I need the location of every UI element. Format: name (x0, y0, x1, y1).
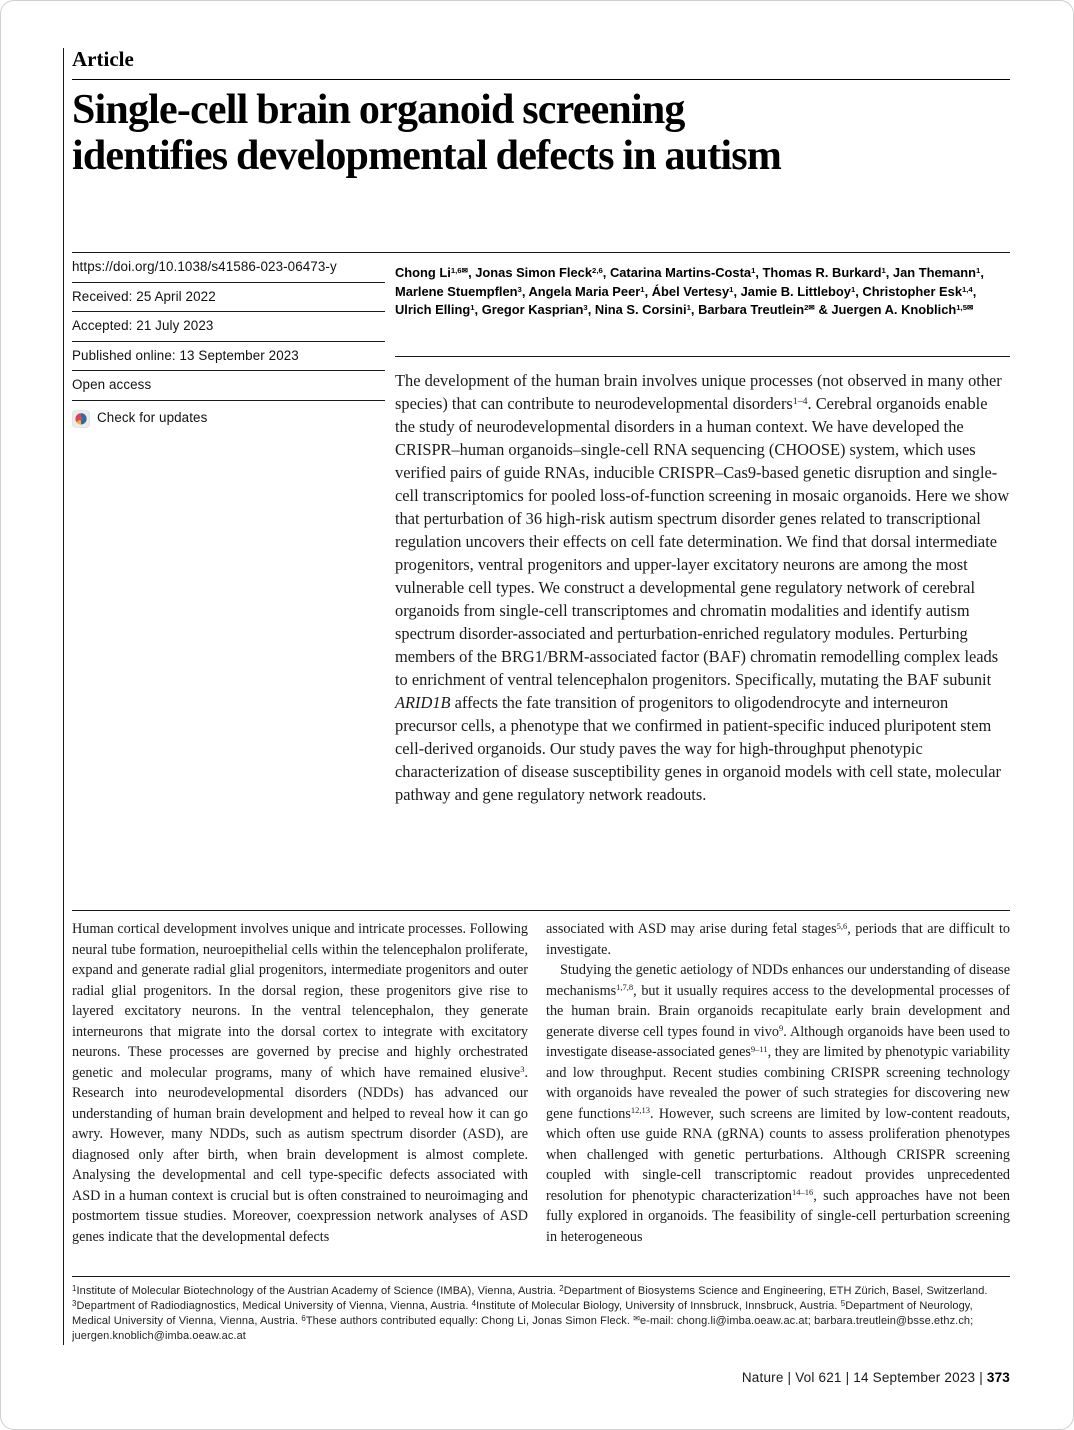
metadata-column (72, 253, 385, 913)
check-for-updates-button[interactable] (72, 401, 385, 435)
open-access-label: Open access (72, 371, 385, 401)
check-for-updates-icon (72, 410, 90, 428)
article-meta-section (72, 252, 1010, 913)
article-title-line-1: Single-cell brain organoid screening (72, 87, 685, 133)
affiliations-footnotes: $^1$Institute of Molecular Biotechnology of the Austrian Academy of Science (IMBA), Vienna, Austria. $^2$Department of Biosystems Science and Engineering, ETH Zürich, Basel, Switzerland. $^3$Department of Radiodiagnostics, Medical University of Vienna, Vienna, Austria. $^4$Institute of Molecular Biology, University of Innsbruck, Innsbruck, Austria. $^5$Department of Neurology, Medical University of Vienna, Vienna, Austria. $^6$These authors contributed equally: Chong Li, Jonas Simon Fleck. ✉e-mail: chong.li@imba.oeaw.ac.at; barbara.treutlein@bsse.ethz.ch; juergen.knoblich@imba.oeaw.ac.at (72, 1276, 1010, 1356)
left-margin-rule (63, 48, 64, 1345)
authors-abstract-column (395, 253, 1010, 913)
article-title-line-2: identifies developmental defects in autism (72, 133, 782, 179)
article-kicker: Article (72, 47, 134, 71)
body-paragraph: Studying the genetic aetiology of NDDs enhances our understanding of disease mechanisms$^{1,7,8}$, but it usually requires access to the developmental processes of the human brain. Brain organoids recapitulate early brain development and generate diverse cell types found in vivo$^9$. Although organoids have been used to investigate disease-associated genes$^{9-11}$, they are limited by phenotypic variability and low throughput. Recent studies combining CRISPR screening technology with organoids have revealed the power of such strategies for discovering new gene functions$^{12,13}$. However, such screens are limited by low-content readouts, which often use guide RNA (gRNA) counts to assess proliferation phenotypes when challenged with genetic perturbations. Although CRISPR screening coupled with single-cell transcriptomic readout provides unprecedented resolution for phenotypic characterization$^{14-16}$, such approaches have not been fully explored in organoids. The feasibility of single-cell perturbation screening in heterogeneous (546, 962, 1010, 1245)
article-header (72, 46, 1010, 252)
doi-link[interactable]: https://doi.org/10.1038/s41586-023-06473-y (72, 253, 385, 283)
journal-footer-line: Nature | Vol 621 | 14 September 2023 | 373 (72, 1369, 1010, 1386)
body-paragraph: associated with ASD may arise during fetal stages$^{5,6}$, periods that are difficult to investigate. (546, 920, 1010, 958)
author-list: Chong $Li^{1,6✉}$, Jonas Simon Fleck$^{2,6}$, Catarina Martins-Costa$^1$, Thomas R. Burkard$^1$, Jan Themann$^1$, Marlene Stuempflen$^3$, Angela Maria Peer$^1$, Ábel Vertesy$^1$, Jamie B. Littleboy$^1$, Christopher Esk$^{1,4}$, Ulrich Elling$^1$, Gregor Kasprian$^3$, Nina S. Corsini$^1$, Barbara Treutlein$^{2✉}$ & Juergen A. Knoblich$^{1,5✉}$ (395, 253, 1010, 357)
kicker-divider (72, 79, 1010, 80)
received-date: Received: 25 April 2022 (72, 283, 385, 313)
accepted-date: Accepted: 21 July 2023 (72, 312, 385, 342)
article-body (72, 910, 1010, 1279)
body-column-left (72, 919, 528, 1279)
body-column-right (546, 919, 1010, 1279)
published-date: Published online: 13 September 2023 (72, 342, 385, 372)
body-paragraph: Human cortical development involves unique and intricate processes. Following neural tube formation, neuroepithelial cells within the telencephalon proliferate, expand and generate radial glial progenitors, intermediate progenitors and outer radial glial progenitors. In the dorsal region, these progenitors give rise to layered excitatory neurons. In the ventral telencephalon, they generate interneurons that migrate into the dorsal cortex to integrate with excitatory neurons. These processes are governed by precise and highly orchestrated genetic and molecular programs, many of which have remained elusive$^3$. Research into neurodevelopmental disorders (NDDs) has advanced our understanding of human brain development and helped to reveal how it can go awry. However, many NDDs, such as autism spectrum disorder (ASD), are diagnosed only after birth, when brain development is almost complete. Analysing the developmental and cell type-specific defects associated with ASD in a human context is crucial but is often constrained to neuroimaging and postmortem tissue studies. Moreover, coexpression network analyses of ASD genes indicate that the developmental defects (72, 921, 528, 1245)
check-for-updates-label: Check for updates (97, 410, 208, 426)
article-title (72, 87, 1010, 179)
abstract-text: The development of the human brain involves unique processes (not observed in many other species) that can contribute to neurodevelopmental disorders$^{1-4}$. Cerebral organoids enable the study of neurodevelopmental disorders in a human context. We have developed the CRISPR–human organoids–single-cell RNA sequencing (CHOOSE) system, which uses verified pairs of guide RNAs, inducible CRISPR–Cas9-based genetic disruption and single-cell transcriptomics for pooled loss-of-function screening in mosaic organoids. Here we show that perturbation of 36 high-risk autism spectrum disorder genes related to transcriptional regulation uncovers their effects on cell fate determination. We find that dorsal intermediate progenitors, ventral progenitors and upper-layer excitatory neurons are among the most vulnerable cell types. We construct a developmental gene regulatory network of cerebral organoids from single-cell transcriptomes and chromatin modalities and identify autism spectrum disorder-associated and perturbation-enriched regulatory modules. Perturbing members of the BRG1/BRM-associated factor (BAF) chromatin remodelling complex leads to enrichment of ventral telencephalon progenitors. Specifically, mutating the BAF subunit ARID1B affects the fate transition of progenitors to oligodendrocyte and interneuron precursor cells, a phenotype that we confirmed in patient-specific induced pluripotent stem cell-derived organoids. Our study paves the way for high-throughput phenotypic characterization of disease susceptibility genes in organoid models with cell state, molecular pathway and gene regulatory network readouts. (395, 371, 1010, 804)
